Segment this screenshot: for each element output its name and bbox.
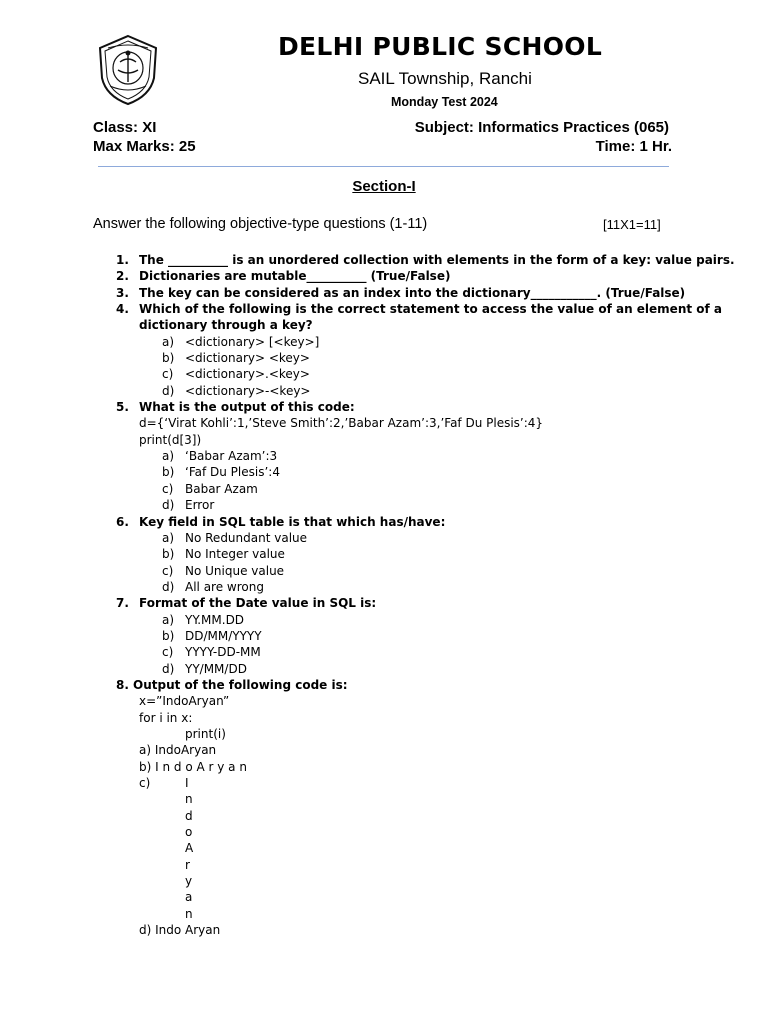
- option-text: YY/MM/DD: [185, 661, 247, 676]
- option-row: [112, 775, 692, 791]
- question-line: [112, 285, 692, 301]
- question-text: What is the output of this code:: [139, 400, 355, 415]
- option-row: [112, 824, 692, 840]
- option-label: d): [162, 498, 175, 513]
- question-line: [112, 268, 692, 284]
- question-line: [112, 252, 735, 268]
- option-row: [112, 742, 692, 758]
- option-label: c): [162, 645, 174, 660]
- instructions: Answer the following objective-type questions (1-11): [93, 216, 428, 232]
- option-row: [112, 857, 692, 873]
- option-label: a): [162, 334, 175, 349]
- option-char: n: [185, 792, 193, 807]
- option-row: [112, 612, 692, 628]
- option-row: [112, 873, 692, 889]
- option-row: [112, 759, 692, 775]
- code-line: d={‘Virat Kohli’:1,’Steve Smith’:2,’Babar Azam’:3,’Faf Du Plesis’:4}: [139, 416, 544, 431]
- option-row: [112, 791, 692, 807]
- option-char: o: [185, 825, 193, 840]
- option-text: <dictionary> <key>: [185, 351, 310, 366]
- option-label: b): [162, 465, 175, 480]
- option-char: r: [185, 857, 190, 872]
- option-char: n: [185, 906, 193, 921]
- question-number: 3.: [116, 285, 129, 300]
- question-number: 7.: [116, 596, 129, 611]
- option-row: [112, 644, 692, 660]
- question-line: [112, 595, 692, 611]
- option-text: ‘Faf Du Plesis’:4: [185, 465, 280, 480]
- option-char: A: [185, 841, 194, 856]
- section-title: Section-I: [352, 178, 416, 195]
- option-text: Error: [185, 498, 215, 513]
- option-text: All are wrong: [185, 579, 264, 594]
- option-row: [112, 464, 692, 480]
- question-line: [112, 514, 692, 530]
- option-row: [112, 481, 692, 497]
- option-text: DD/MM/YYYY: [185, 628, 262, 643]
- option-text: a) IndoAryan: [139, 743, 217, 758]
- option-text: No Redundant value: [185, 530, 308, 545]
- subject-label: Subject: Informatics Practices (065): [414, 119, 669, 136]
- header-divider: [98, 166, 669, 167]
- question-text: Dictionaries are mutable__________ (True/False): [139, 269, 451, 284]
- question-text: Key field in SQL table is that which has/have:: [139, 514, 446, 529]
- option-row: [112, 366, 692, 382]
- option-row: [112, 497, 692, 513]
- option-label: a): [162, 530, 175, 545]
- option-label: a): [162, 612, 175, 627]
- option-row: [112, 579, 692, 595]
- option-char: d: [185, 808, 193, 823]
- option-text: <dictionary>-<key>: [185, 383, 311, 398]
- option-char: a: [185, 890, 193, 905]
- option-row: [112, 530, 692, 546]
- option-label: c): [162, 481, 174, 496]
- option-char: I: [185, 776, 189, 790]
- option-char: y: [185, 874, 193, 889]
- school-location: SAIL Township, Ranchi: [358, 69, 532, 88]
- question-line: [112, 399, 692, 415]
- code-line: for i in x:: [139, 710, 193, 725]
- option-label: b): [162, 547, 175, 562]
- option-text: Babar Azam: [185, 481, 258, 496]
- question-line: [112, 301, 723, 317]
- option-label: c): [139, 776, 151, 790]
- option-row: [112, 808, 692, 824]
- code-line: print(i): [185, 726, 226, 741]
- code-line-row: [112, 415, 692, 431]
- option-row: [112, 922, 692, 938]
- marks-scheme: [11X1=11]: [603, 217, 661, 232]
- code-line-row: [112, 693, 692, 709]
- code-line: print(d[3]): [139, 432, 202, 447]
- exam-title: Monday Test 2024: [391, 95, 498, 109]
- question-line: [112, 677, 692, 693]
- question-number: 8.: [116, 677, 129, 692]
- code-line-row: [112, 726, 692, 742]
- time-label: Time: 1 Hr.: [595, 138, 672, 155]
- question-number: 2.: [116, 269, 129, 284]
- option-text: No Integer value: [185, 547, 285, 562]
- option-label: d): [162, 579, 175, 594]
- question-number: 4.: [116, 302, 129, 317]
- option-row: [112, 383, 692, 399]
- option-text: ‘Babar Azam’:3: [185, 449, 278, 464]
- school-logo: [96, 34, 160, 106]
- code-line-row: [112, 710, 692, 726]
- question-text: dictionary through a key?: [139, 318, 313, 333]
- question-text: Output of the following code is:: [133, 677, 348, 692]
- option-label: d): [162, 661, 175, 676]
- question-text: Which of the following is the correct statement to access the value of an element of a: [139, 302, 723, 317]
- option-label: c): [162, 563, 174, 578]
- option-row: [112, 628, 692, 644]
- max-marks-label: Max Marks: 25: [93, 138, 196, 155]
- option-row: [112, 889, 692, 905]
- option-text: d) Indo Aryan: [139, 923, 221, 938]
- school-name: DELHI PUBLIC SCHOOL: [278, 32, 603, 61]
- option-row: [112, 334, 692, 350]
- option-row: [112, 448, 692, 464]
- question-text: The key can be considered as an index into the dictionary___________. (True/False): [139, 285, 686, 300]
- option-label: c): [162, 367, 174, 382]
- option-text: No Unique value: [185, 563, 285, 578]
- option-text: <dictionary>.<key>: [185, 367, 310, 382]
- option-row: [112, 661, 692, 677]
- code-line: x=”IndoAryan”: [139, 694, 230, 709]
- question-line: [112, 317, 692, 333]
- option-row: [112, 906, 692, 922]
- question-text: Format of the Date value in SQL is:: [139, 596, 377, 611]
- option-label: a): [162, 449, 175, 464]
- option-label: b): [162, 351, 175, 366]
- option-label: d): [162, 383, 175, 398]
- option-row: [112, 563, 692, 579]
- option-text: b) I n d o A r y a n: [139, 759, 247, 774]
- option-text: YYYY-DD-MM: [185, 645, 261, 660]
- option-text: YY.MM.DD: [185, 612, 245, 627]
- code-line-row: [112, 432, 692, 448]
- question-number: 1.: [116, 253, 129, 267]
- option-text: <dictionary> [<key>]: [185, 334, 320, 349]
- question-number: 5.: [116, 400, 129, 415]
- option-row: [112, 546, 692, 562]
- question-text: The __________ is an unordered collection with elements in the form of a key: value pairs.: [139, 253, 735, 267]
- option-label: b): [162, 628, 175, 643]
- question-list: [112, 252, 735, 938]
- question-number: 6.: [116, 514, 129, 529]
- option-row: [112, 840, 692, 856]
- class-label: Class: XI: [93, 119, 157, 136]
- option-row: [112, 350, 692, 366]
